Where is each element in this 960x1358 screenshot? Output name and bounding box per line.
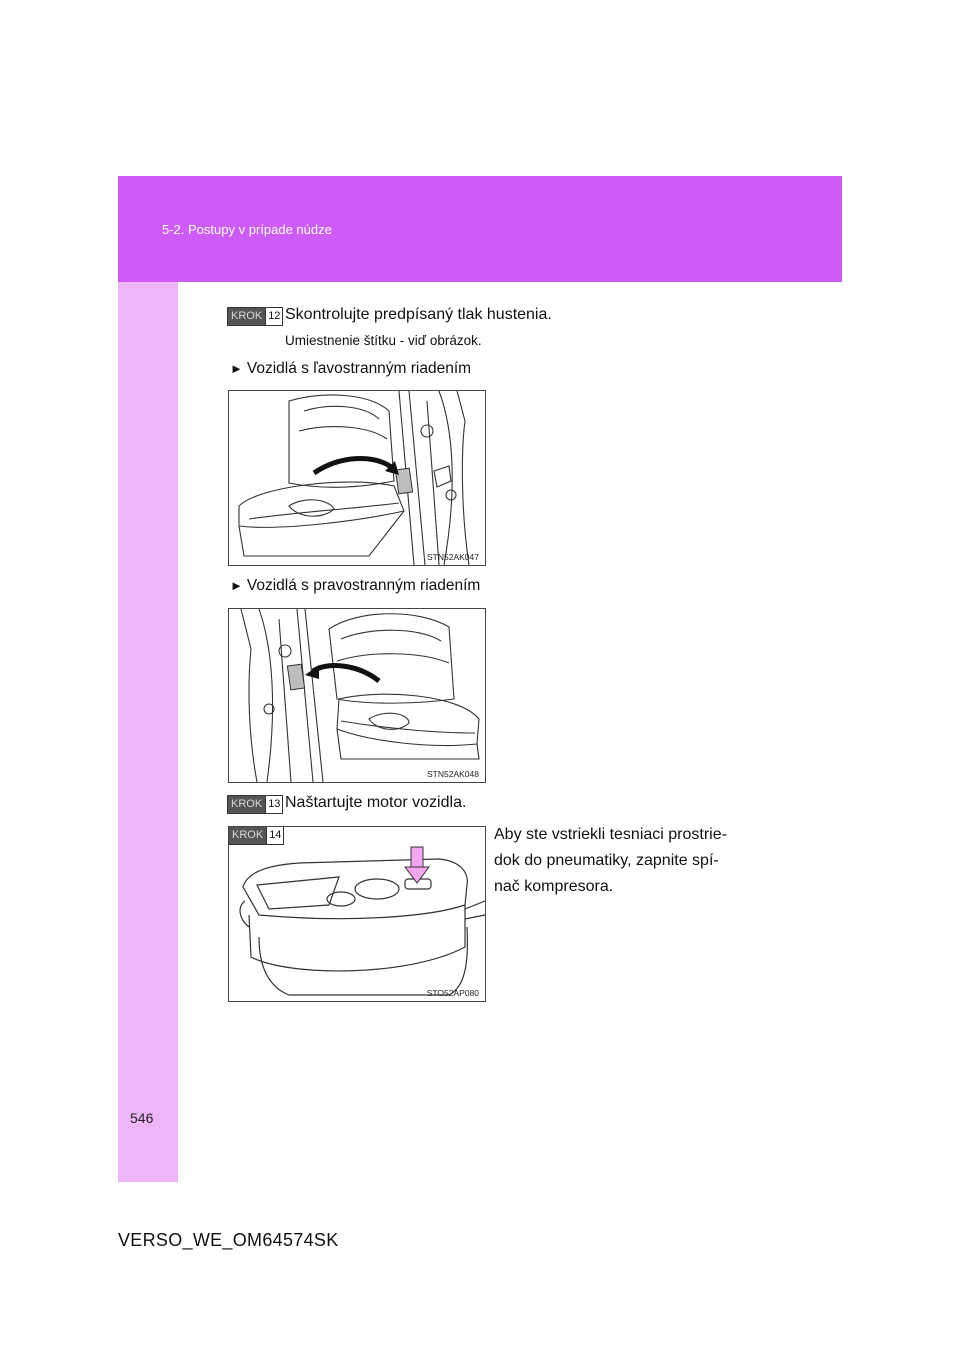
step-14-text: [494, 822, 746, 900]
step-word: KROK: [228, 796, 265, 813]
figure-compressor-switch: [228, 826, 486, 1002]
step-12-text: Skontrolujte predpísaný tlak hustenia.: [285, 306, 552, 323]
triangle-marker-icon: ►: [230, 361, 243, 376]
figure-code: STN52AK048: [427, 769, 479, 779]
variant-lhd-text: Vozidlá s ľavostranným riadením: [246, 360, 472, 377]
section-title: 5-2. Postupy v prípade núdze: [162, 222, 332, 237]
page-number: 546: [130, 1110, 154, 1126]
step-badge-13: [227, 795, 283, 814]
figure-rhd-label-location: [228, 608, 486, 783]
step-number: 12: [265, 308, 282, 325]
step-14-text-line-1: Aby ste vstriekli tesniaci prostrie-: [494, 826, 727, 843]
step-word: KROK: [229, 827, 266, 844]
seat-illustration-rhd: [229, 609, 485, 782]
step-number: 14: [266, 827, 283, 844]
side-band: [118, 282, 178, 1182]
variant-lhd-label: [230, 360, 471, 378]
figure-code: STN52AK047: [427, 552, 479, 562]
step-badge-14: [228, 826, 284, 845]
step-14-text-line-3: nač kompresora.: [494, 878, 614, 895]
document-id: VERSO_WE_OM64574SK: [118, 1230, 339, 1250]
step-13-text: Naštartujte motor vozidla.: [285, 794, 467, 811]
step-badge-12: [227, 307, 283, 326]
triangle-marker-icon: ►: [230, 578, 243, 593]
figure-lhd-label-location: [228, 390, 486, 566]
variant-rhd-text: Vozidlá s pravostranným riadením: [246, 577, 481, 594]
seat-illustration-lhd: [229, 391, 485, 565]
step-number: 13: [265, 796, 282, 813]
step-word: KROK: [228, 308, 265, 325]
step-12-note: Umiestnenie štítku - viď obrázok.: [285, 333, 482, 348]
figure-code: STO52AP080: [426, 988, 479, 998]
step-14-text-line-2: dok do pneumatiky, zapnite spí-: [494, 852, 719, 869]
compressor-illustration: [229, 827, 485, 1001]
variant-rhd-label: [230, 577, 480, 595]
